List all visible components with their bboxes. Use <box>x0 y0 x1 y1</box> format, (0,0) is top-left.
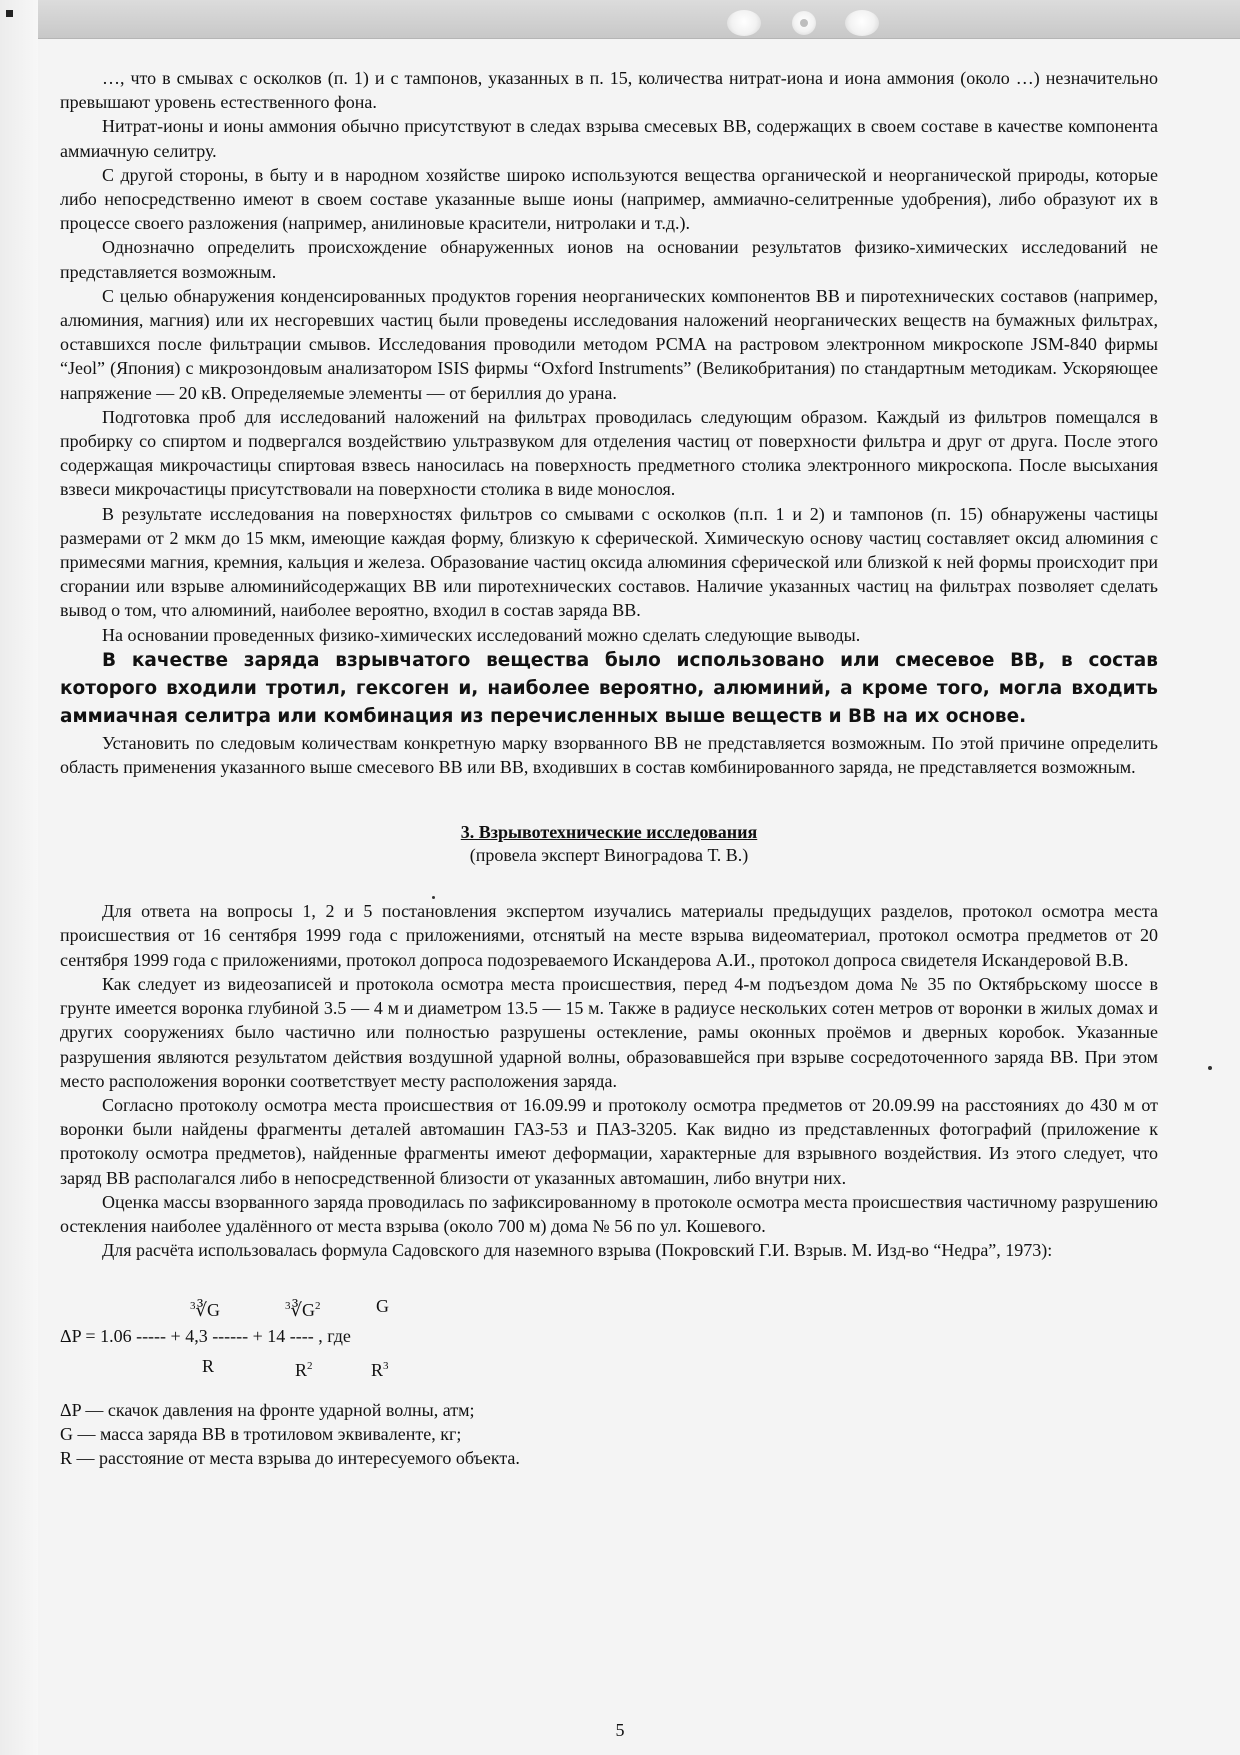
sadovsky-formula <box>60 1286 1158 1390</box>
scan-speck <box>432 896 435 899</box>
paragraph: С целью обнаружения конденсированных продуктов горения неорганических компонентов ВВ и пиротехнических составов (например, алюминия, магния) или их несгоревших частиц были проведены исследования наложений неорганических веществ на бумажных фильтрах, оставшихся после фильтрации смывов. Исследования проводили методом РСМА на растровом электронном микроскопе JSM-840 фирмы “Jeol” (Япония) с микрозондовым анализатором ISIS фирмы “Oxford Instruments” (Великобритания) по стандартным методикам. Ускоряющее напряжение — 20 кВ. Определяемые элементы — от бериллия до урана. <box>60 285 1158 403</box>
punch-hole-right <box>845 10 879 36</box>
punch-hole-center <box>792 11 816 35</box>
formula-numerator-1: $^3$∛G <box>190 1300 220 1321</box>
formula-denominator-2: $R^2$ <box>295 1360 313 1381</box>
formula-denominator-3: $R^3$ <box>371 1360 389 1381</box>
paragraph: На основании проведенных физико-химических исследований можно сделать следующие выводы. <box>102 624 861 645</box>
paragraph: Установить по следовым количествам конкретную марку взорванного ВВ не представляется возможным. По этой причине определить область применения указанного выше смесевого ВВ или ВВ, входивших в состав комбинированного заряда, не представляется возможным. <box>60 732 1158 778</box>
formula-denominator-1: R <box>202 1356 215 1377</box>
paragraph: …, что в смывах с осколков (п. 1) и с тампонов, указанных в п. 15, количества нитрат-иона и иона аммония (около …) незначительно превышают уровень естественного фона. <box>60 68 1158 113</box>
paragraph: Как следует из видеозаписей и протокола осмотра места происшествия, перед 4-м подъездом дома № 35 по Октябрьскому шоссе в грунте имеется воронка глубиной 3.5 — 4 м и диаметром 13.5 — 15 м. Также в радиусе нескольких сотен метров от воронки в жилых домах и других сооружениях было частично или полностью разрушены остекление, рамы оконных проёмов и дверных коробок. Указанные разрушения являются результатом действия воздушной ударной волны, образовавшейся при взрыве сосредоточенного заряда ВВ. При этом место расположения воронки соответствует месту расположения заряда. <box>60 973 1158 1091</box>
formula-numerator-3: G <box>376 1296 389 1317</box>
page-number: 5 <box>615 1720 625 1740</box>
paragraph: Подготовка проб для исследований наложений на фильтрах проводилась следующим образом. Каждый из фильтров помещался в пробирку со спиртом и подвергался воздействию ультразвуком для отделения частиц от поверхности фильтра и друг от друга. После этого содержащая микрочастицы спиртовая взвесь наносилась на поверхность предметного столика электронного микроскопа. После высыхания взвеси микрочастицы присутствовали на поверхности столика в виде монослоя. <box>60 406 1158 500</box>
scan-speck <box>1208 1066 1212 1070</box>
section-title: 3. Взрывотехнические исследования <box>460 822 758 843</box>
punch-hole-left <box>727 10 761 36</box>
corner-mark <box>6 10 13 17</box>
paragraph: Однозначно определить происхождение обнаруженных ионов на основании результатов физико-химических исследований не представляется возможным. <box>60 237 1158 282</box>
formula-main-line: ΔP = 1.06 ----- + 4,3 ------ + 14 ---- , где <box>60 1326 351 1347</box>
paragraph: Нитрат-ионы и ионы аммония обычно присутствуют в следах взрыва смесевых ВВ, содержащих в своем составе в качестве компонента аммиачную селитру. <box>60 116 1158 161</box>
legend-item: R — расстояние от места взрыва до интересуемого объекта. <box>60 1448 520 1469</box>
formula-numerator-2: $^3∛G^2$ <box>285 1300 321 1321</box>
legend-item: ΔP — скачок давления на фронте ударной волны, атм; <box>60 1400 475 1421</box>
scan-top-edge <box>0 0 1240 39</box>
section-heading <box>60 821 1158 867</box>
paragraph: Согласно протоколу осмотра места происшествия от 16.09.99 и протоколу осмотра предметов от 20.09.99 на расстояниях до 430 м от воронки были найдены фрагменты деталей автомашин ГАЗ-53 и ПАЗ-3205. Как видно из представленных фотографий (приложение к протоколу осмотра предметов), найденные фрагменты имеют деформации, характерные для взрывного воздействия. Из этого следует, что заряд ВВ располагался либо в непосредственной близости от указанных автомашин, либо внутри них. <box>60 1094 1158 1188</box>
legend-item: G — масса заряда ВВ в тротиловом эквиваленте, кг; <box>60 1424 462 1445</box>
scan-left-edge <box>0 0 38 1755</box>
paragraph: Для ответа на вопросы 1, 2 и 5 постановления экспертом изучались материалы предыдущих разделов, протокол осмотра места происшествия от 16 сентября 1999 года с приложениями, отснятый на месте взрыва видеоматериал, протокол осмотра предметов от 20 сентября 1999 года с приложениями, протокол допроса подозреваемого Искандерова А.И., протокол допроса свидетеля Искандеровой В.В. <box>60 901 1158 970</box>
section-subtitle: (провела эксперт Виноградова Т. В.) <box>469 845 749 866</box>
paragraph: В результате исследования на поверхностях фильтров со смывами с осколков (п.п. 1 и 2) и тампонов (п. 15) обнаружены частицы размерами от 2 мкм до 15 мкм, имеющие каждая форму, близкую к сферической. Химическую основу частиц составляет оксид алюминия с примесями магния, кремния, кальция и железа. Образование частиц оксида алюминия сферической или близкой к ней формы происходит при сгорании или взрыве алюминийсодержащих ВВ или пиротехнических составов. Наличие указанных частиц на фильтрах позволяет сделать вывод о том, что алюминий, наиболее вероятно, входил в состав заряда ВВ. <box>60 503 1158 621</box>
paragraph: С другой стороны, в быту и в народном хозяйстве широко используются вещества органической и неорганической природы, которые либо непосредственно имеют в своем составе указанные выше ионы (например, аммиачно-селитренные удобрения), либо образуют их в процессе своего разложения (например, анилиновые красители, нитролаки и т.д.). <box>60 164 1158 234</box>
paragraph: Оценка массы взорванного заряда проводилась по зафиксированному в протоколе осмотра места происшествия частичному разрушению остекления наиболее удалённого от места взрыва (около 700 м) дома № 56 по ул. Кошевого. <box>60 1191 1158 1236</box>
document-page <box>60 66 1158 1470</box>
conclusion-bold: В качестве заряда взрывчатого вещества было использовано или смесевое ВВ, в состав которого входили тротил, гексоген и, наиболее вероятно, алюминий, а кроме того, могла входить аммиачная селитра или комбинация из перечисленных выше веществ и ВВ на их основе. <box>60 649 1158 727</box>
paragraph: Для расчёта использовалась формула Садовского для наземного взрыва (Покровский Г.И. Взрыв. М. Изд-во “Недра”, 1973): <box>102 1240 1053 1261</box>
formula-legend <box>60 1398 1158 1470</box>
